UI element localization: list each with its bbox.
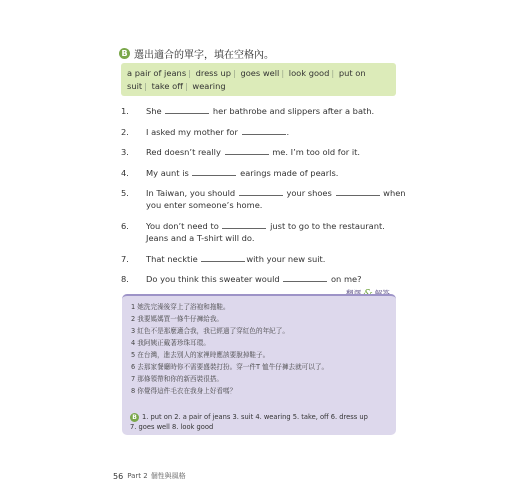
word-bank-item: dress up: [195, 68, 231, 78]
question-text: Red doesn’t really: [146, 147, 221, 157]
page-footer: [113, 471, 186, 481]
answer-blank[interactable]: [192, 167, 236, 176]
word-bank-item: wearing: [192, 81, 226, 91]
word-bank-item: a pair of jeans: [127, 68, 187, 78]
question-text: with your new suit.: [246, 254, 326, 264]
question-number: 2.: [121, 127, 129, 137]
question-text: .: [286, 127, 290, 137]
question-text: on me?: [330, 274, 362, 284]
answer-blank[interactable]: [225, 146, 269, 155]
translation-line: 6 去那家餐廳時你不需要盛裝打扮。穿一件T 恤牛仔褲去就可以了。: [131, 363, 329, 371]
answer-line-1: 1. put on 2. a pair of jeans 3. suit 4. wearing 5. take, off 6. dress up: [142, 413, 368, 421]
word-bank: a pair of jeans | dress up | goes well | look good | put on suit | take off | wearing: [121, 63, 396, 96]
question-text: me. I’m too old for it.: [272, 147, 361, 157]
question-number: 8.: [121, 274, 129, 284]
exercise-instruction: 選出適合的單字，填在空格內。: [134, 50, 274, 61]
answer-blank[interactable]: [222, 220, 266, 229]
question-number: 1.: [121, 106, 129, 116]
translation-line: 3 紅色不是那麼適合我，我已經過了穿紅色的年紀了。: [131, 327, 289, 335]
question-number: 6.: [121, 221, 129, 231]
question-text: when: [383, 188, 406, 198]
question-text: you enter someone’s home.: [146, 200, 263, 210]
answer-blank[interactable]: [165, 105, 209, 114]
question-number: 5.: [121, 188, 129, 198]
question-text: your shoes: [286, 188, 332, 198]
translation-line: 1 她洗完澡後穿上了浴袍和拖鞋。: [131, 303, 230, 311]
exercise-badge: B: [119, 48, 130, 59]
answer-line-2: 7. goes well 8. look good: [130, 423, 214, 431]
page-number: 56: [113, 471, 124, 481]
word-bank-item: put on: [338, 68, 366, 78]
question-text: In Taiwan, you should: [146, 188, 236, 198]
answer-blank[interactable]: [201, 253, 245, 262]
question-number: 7.: [121, 254, 129, 264]
translation-line: 8 你覺得這件毛衣在我身上好看嗎？: [131, 387, 237, 395]
answer-box: [122, 294, 396, 435]
question-text: Do you think this sweater would: [146, 274, 280, 284]
exercise-heading: [119, 46, 274, 61]
footer-part: Part 2: [127, 472, 148, 480]
question-text: You don’t need to: [146, 221, 219, 231]
translation-line: 5 在台灣，進去別人的家裡時應該要脫掉鞋子。: [131, 351, 270, 359]
question-text: That necktie: [146, 254, 198, 264]
translation-line: 2 我要媽媽買一條牛仔褲給我。: [131, 315, 224, 323]
answer-blank[interactable]: [336, 187, 380, 196]
answer-key: [130, 412, 390, 432]
question-text: She: [146, 106, 162, 116]
answer-blank[interactable]: [283, 273, 327, 282]
answer-blank[interactable]: [242, 126, 286, 135]
word-bank-item: look good: [288, 68, 330, 78]
question-number: 3.: [121, 147, 129, 157]
translation-line: 7 那條領帶和你的新西裝很搭。: [131, 375, 224, 383]
word-bank-item: take off: [151, 81, 183, 91]
question-text: her bathrobe and slippers after a bath.: [212, 106, 375, 116]
question-number: 4.: [121, 168, 129, 178]
word-bank-item: suit: [127, 81, 143, 91]
word-bank-item: goes well: [240, 68, 280, 78]
question-text: My aunt is: [146, 168, 189, 178]
question-text: I asked my mother for: [146, 127, 238, 137]
answer-blank[interactable]: [239, 187, 283, 196]
answer-badge: B: [130, 413, 139, 422]
question-text: Jeans and a T-shirt will do.: [146, 233, 255, 243]
translation-line: 4 我阿姨正戴著珍珠耳環。: [131, 339, 210, 347]
question-text: earings made of pearls.: [240, 168, 339, 178]
question-text: just to go to the restaurant.: [270, 221, 385, 231]
footer-title: 個性與風格: [150, 472, 186, 480]
